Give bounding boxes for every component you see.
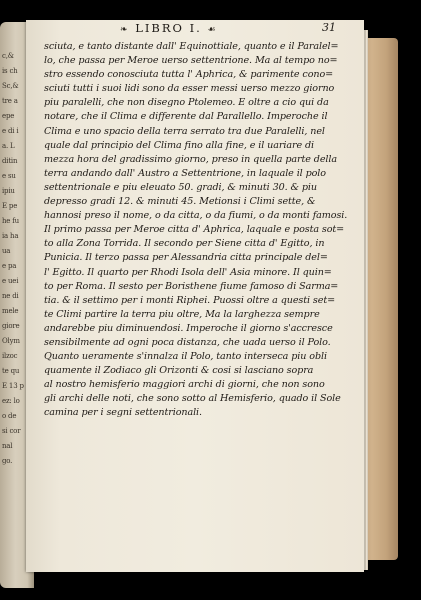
text-line: Clima e uno spacio della terra serrato tra due Paralelli, nel xyxy=(44,125,325,137)
text-line: lo, che passa per Meroe uerso settentrione. Ma al tempo no= xyxy=(44,55,338,67)
text-line: piu paralelli, che non disegno Ptolemeo. E oltre a cio qui da xyxy=(44,97,329,109)
text-line: Quanto ueramente s'innalza il Polo, tanto interseca piu obli xyxy=(44,351,327,363)
running-head-text: LIBRO I. xyxy=(135,21,202,35)
text-line: quamente il Zodiaco gli Orizonti & cosi si lasciano sopra xyxy=(44,365,314,377)
text-line: mezza hora del gradissimo giorno, preso in quella parte della xyxy=(44,153,337,165)
facing-page-fragment: ipiu xyxy=(2,187,15,195)
text-line: te Climi partire la terra piu oltre, Ma la larghezza sempre xyxy=(44,308,320,320)
text-line: depresso gradi 12. & minuti 45. Metionsi i Climi sette, & xyxy=(44,196,316,208)
facing-page-fragment: he fu xyxy=(2,217,19,225)
facing-page-fragment: mele xyxy=(2,307,19,315)
facing-page-fragment: te qu xyxy=(2,367,20,375)
page-number: 31 xyxy=(322,21,336,34)
facing-page-fragment: e pa xyxy=(2,262,17,270)
facing-page-fragment: e su xyxy=(2,172,16,180)
facing-page-fragment: E 13 p xyxy=(2,382,24,390)
facing-page-fragment: Olym xyxy=(2,337,20,345)
facing-page-fragment: ia ha xyxy=(2,232,19,240)
text-line: l' Egitto. Il quarto per Rhodi Isola dell' Asia minore. Il quin= xyxy=(44,266,332,278)
facing-page-fragment: epe xyxy=(2,112,15,120)
text-line: sensibilmente ad ogni poca distanza, che uada uerso il Polo. xyxy=(44,336,331,348)
facing-page-fragment: E pe xyxy=(2,202,18,210)
facing-page-fragment: Sc,& xyxy=(2,82,19,90)
facing-page-fragment: go. xyxy=(2,457,13,465)
body-text xyxy=(44,40,354,421)
facing-page-fragment: ez: lo xyxy=(2,397,20,405)
text-line: gli archi delle noti, che sono sotto al Hemisferio, quado il Sole xyxy=(44,393,341,405)
text-line: hannosi preso il nome, o da citta, o da fiumi, o da monti famosi. xyxy=(44,210,348,222)
facing-page-fragment: ua xyxy=(2,247,11,255)
text-line: sciuti tutti i suoi lidi sono da esser messi uerso mezzo giorno xyxy=(44,83,335,95)
facing-page-fragment: tre a xyxy=(2,97,18,105)
facing-page-fragment: e uei xyxy=(2,277,19,285)
facing-page-fragment: c,& xyxy=(2,52,14,60)
facing-page-fragment: ilzoc xyxy=(2,352,18,360)
facing-page-fragment: giore xyxy=(2,322,20,330)
text-line: notare, che il Clima e differente dal Parallello. Imperoche il xyxy=(44,111,328,123)
text-line: Punicia. Il terzo passa per Alessandria citta principale del= xyxy=(44,252,328,264)
facing-page-fragment: ditin xyxy=(2,157,18,165)
text-line: al nostro hemisferio maggiori archi di giorni, che non sono xyxy=(44,379,325,391)
facing-page-fragment: is ch xyxy=(2,67,18,75)
facing-page-fragment: a. L xyxy=(2,142,15,150)
text-line: settentrionale e piu eleuato 50. gradi, & minuti 30. & piu xyxy=(44,181,317,193)
text-line: sciuta, e tanto distante dall' Equinottiale, quanto e il Paralel= xyxy=(44,41,339,52)
text-line: tia. & il settimo per i monti Riphei. Puossi oltre a questi set= xyxy=(44,294,336,306)
facing-page-fragment: ne di xyxy=(2,292,19,300)
text-line: andarebbe piu diminuendosi. Imperoche il giorno s'accresce xyxy=(44,322,333,334)
text-line: quale dal principio del Clima fino alla fine, e il uariare di xyxy=(44,139,314,151)
facing-page-fragment: o de xyxy=(2,412,17,420)
fleuron-left-icon: ❧ xyxy=(120,25,130,35)
fleuron-right-icon: ☙ xyxy=(207,25,218,35)
facing-page-fragment: nal xyxy=(2,442,13,450)
text-line: camina per i segni settentrionali. xyxy=(44,407,202,419)
page-header xyxy=(48,21,348,37)
text-line: stro essendo conosciuta tutta l' Aphrica, & parimente cono= xyxy=(44,69,334,81)
facing-page-fragment: si cor xyxy=(2,427,21,435)
text-line: to per Roma. Il sesto per Boristhene fiume famoso di Sarma= xyxy=(44,280,339,292)
text-line: terra andando dall' Austro a Settentrione, in laquale il polo xyxy=(44,167,326,179)
facing-page-fragment: e di i xyxy=(2,127,19,135)
running-head xyxy=(120,21,218,35)
text-line: Il primo passa per Meroe citta d' Aphrica, laquale e posta sot= xyxy=(44,224,345,236)
text-line: to alla Zona Torrida. Il secondo per Siene citta d' Egitto, in xyxy=(44,238,325,250)
